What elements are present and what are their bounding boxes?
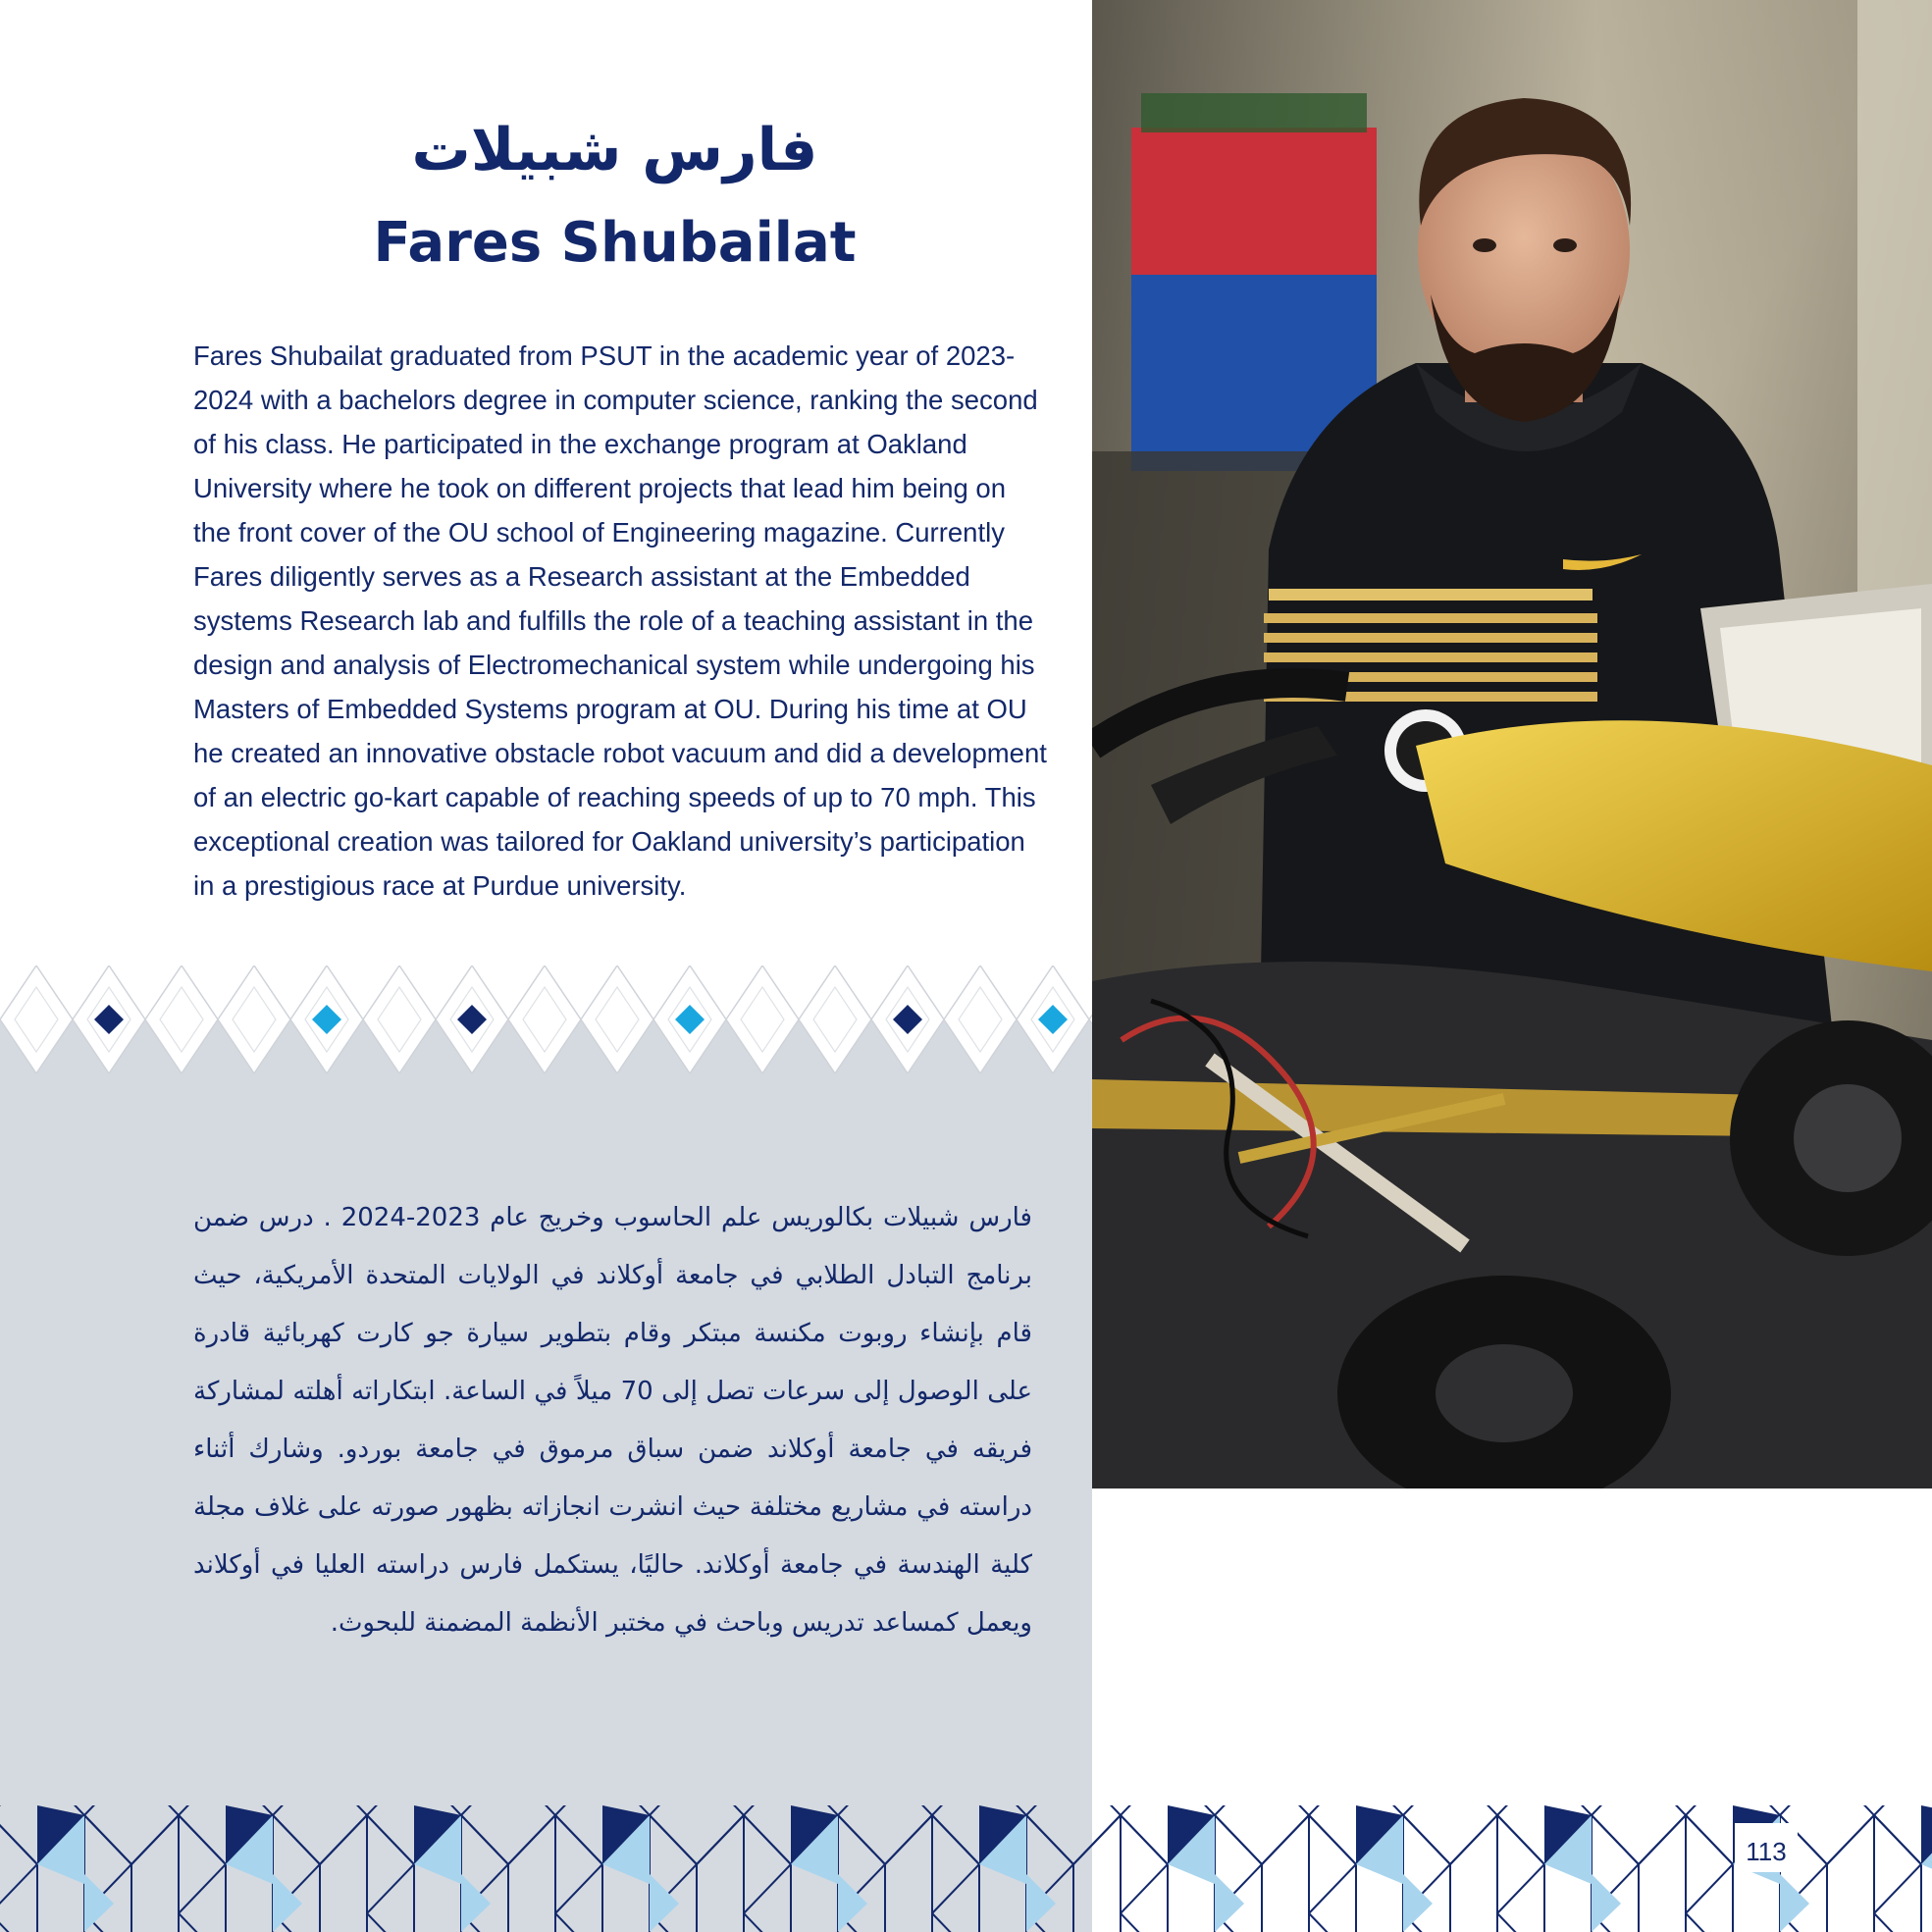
portrait-photo (1092, 0, 1932, 1488)
cube-light-facet (1026, 1874, 1056, 1932)
biography-english: Fares Shubailat graduated from PSUT in the academic year of 2023-2024 with a bachelors degree in computer science, ranking the second of his class. He participated in the exchange program at Oakland University where he took on different projects that lead him being on the front cover of the OU school of Engineering magazine. Currently Fares diligently serves as a Research assistant at the Embedded systems Research lab and fulfills the role of a teaching assistant in the design and analysis of Electromechanical system while undergoing his Masters of Embedded Systems program at OU. During his time at OU he created an innovative obstacle robot vacuum and did a development of an electric go-kart capable of reaching speeds of up to 70 mph. This exceptional creation was tailored for Oakland university’s participation in a prestigious race at Purdue university. (193, 340, 1047, 901)
cube-top (1026, 1805, 1121, 1864)
cube-top (650, 1805, 744, 1864)
cube-top (84, 1805, 179, 1864)
cube-light-facet (650, 1874, 679, 1932)
diamond-band-pattern (0, 966, 1092, 1073)
name-title-english: Fares Shubailat (373, 211, 857, 275)
cube-light-facet (838, 1874, 867, 1932)
cube-light-facet (273, 1874, 302, 1932)
biography-arabic: فارس شبيلات بكالوريس علم الحاسوب وخريج عام 2023-2024 . درس ضمن برنامج التبادل الطلابي في جامعة أوكلاند في الولايات المتحدة الأمريكية، حيث قام بإنشاء روبوت مكنسة مبتكر وقام بتطوير سيارة جو كارت كهربائية قادرة على الوصول إلى سرعات تصل إلى 70 ميلاً في الساعة. ابتكاراته أهلته لمشاركة فريقه في جامعة أوكلاند ضمن سباق مرموق في جامعة بوردو. وشارك أثناء دراسته في مشاريع مختلفة حيث انشرت انجازاته بظهور صورته على غلاف مجلة كلية الهندسة في جامعة أوكلاند. حاليًا، يستكمل فارس دراسته العليا في أوكلاند ويعمل كمساعد تدريس وباحث في مختبر الأنظمة المضمنة للبحوث. (193, 1203, 1032, 1638)
cube-top (1215, 1805, 1309, 1864)
cube-light-facet (461, 1874, 491, 1932)
cube-light-facet (1780, 1874, 1809, 1932)
cube-top (461, 1805, 555, 1864)
cube-top (273, 1805, 367, 1864)
cube-light-facet (1403, 1874, 1433, 1932)
page-number: 113 (1746, 1837, 1787, 1866)
cube-top (1403, 1805, 1497, 1864)
cube-light-facet (1592, 1874, 1621, 1932)
cube-top (838, 1805, 932, 1864)
cube-light-facet (84, 1874, 114, 1932)
cube-light-facet (1215, 1874, 1244, 1932)
cube-top (1592, 1805, 1686, 1864)
name-title-arabic: فارس شبيلات (411, 116, 818, 184)
bottom-geometric-pattern (0, 1805, 1932, 1932)
photo-illustration (1092, 0, 1932, 1488)
